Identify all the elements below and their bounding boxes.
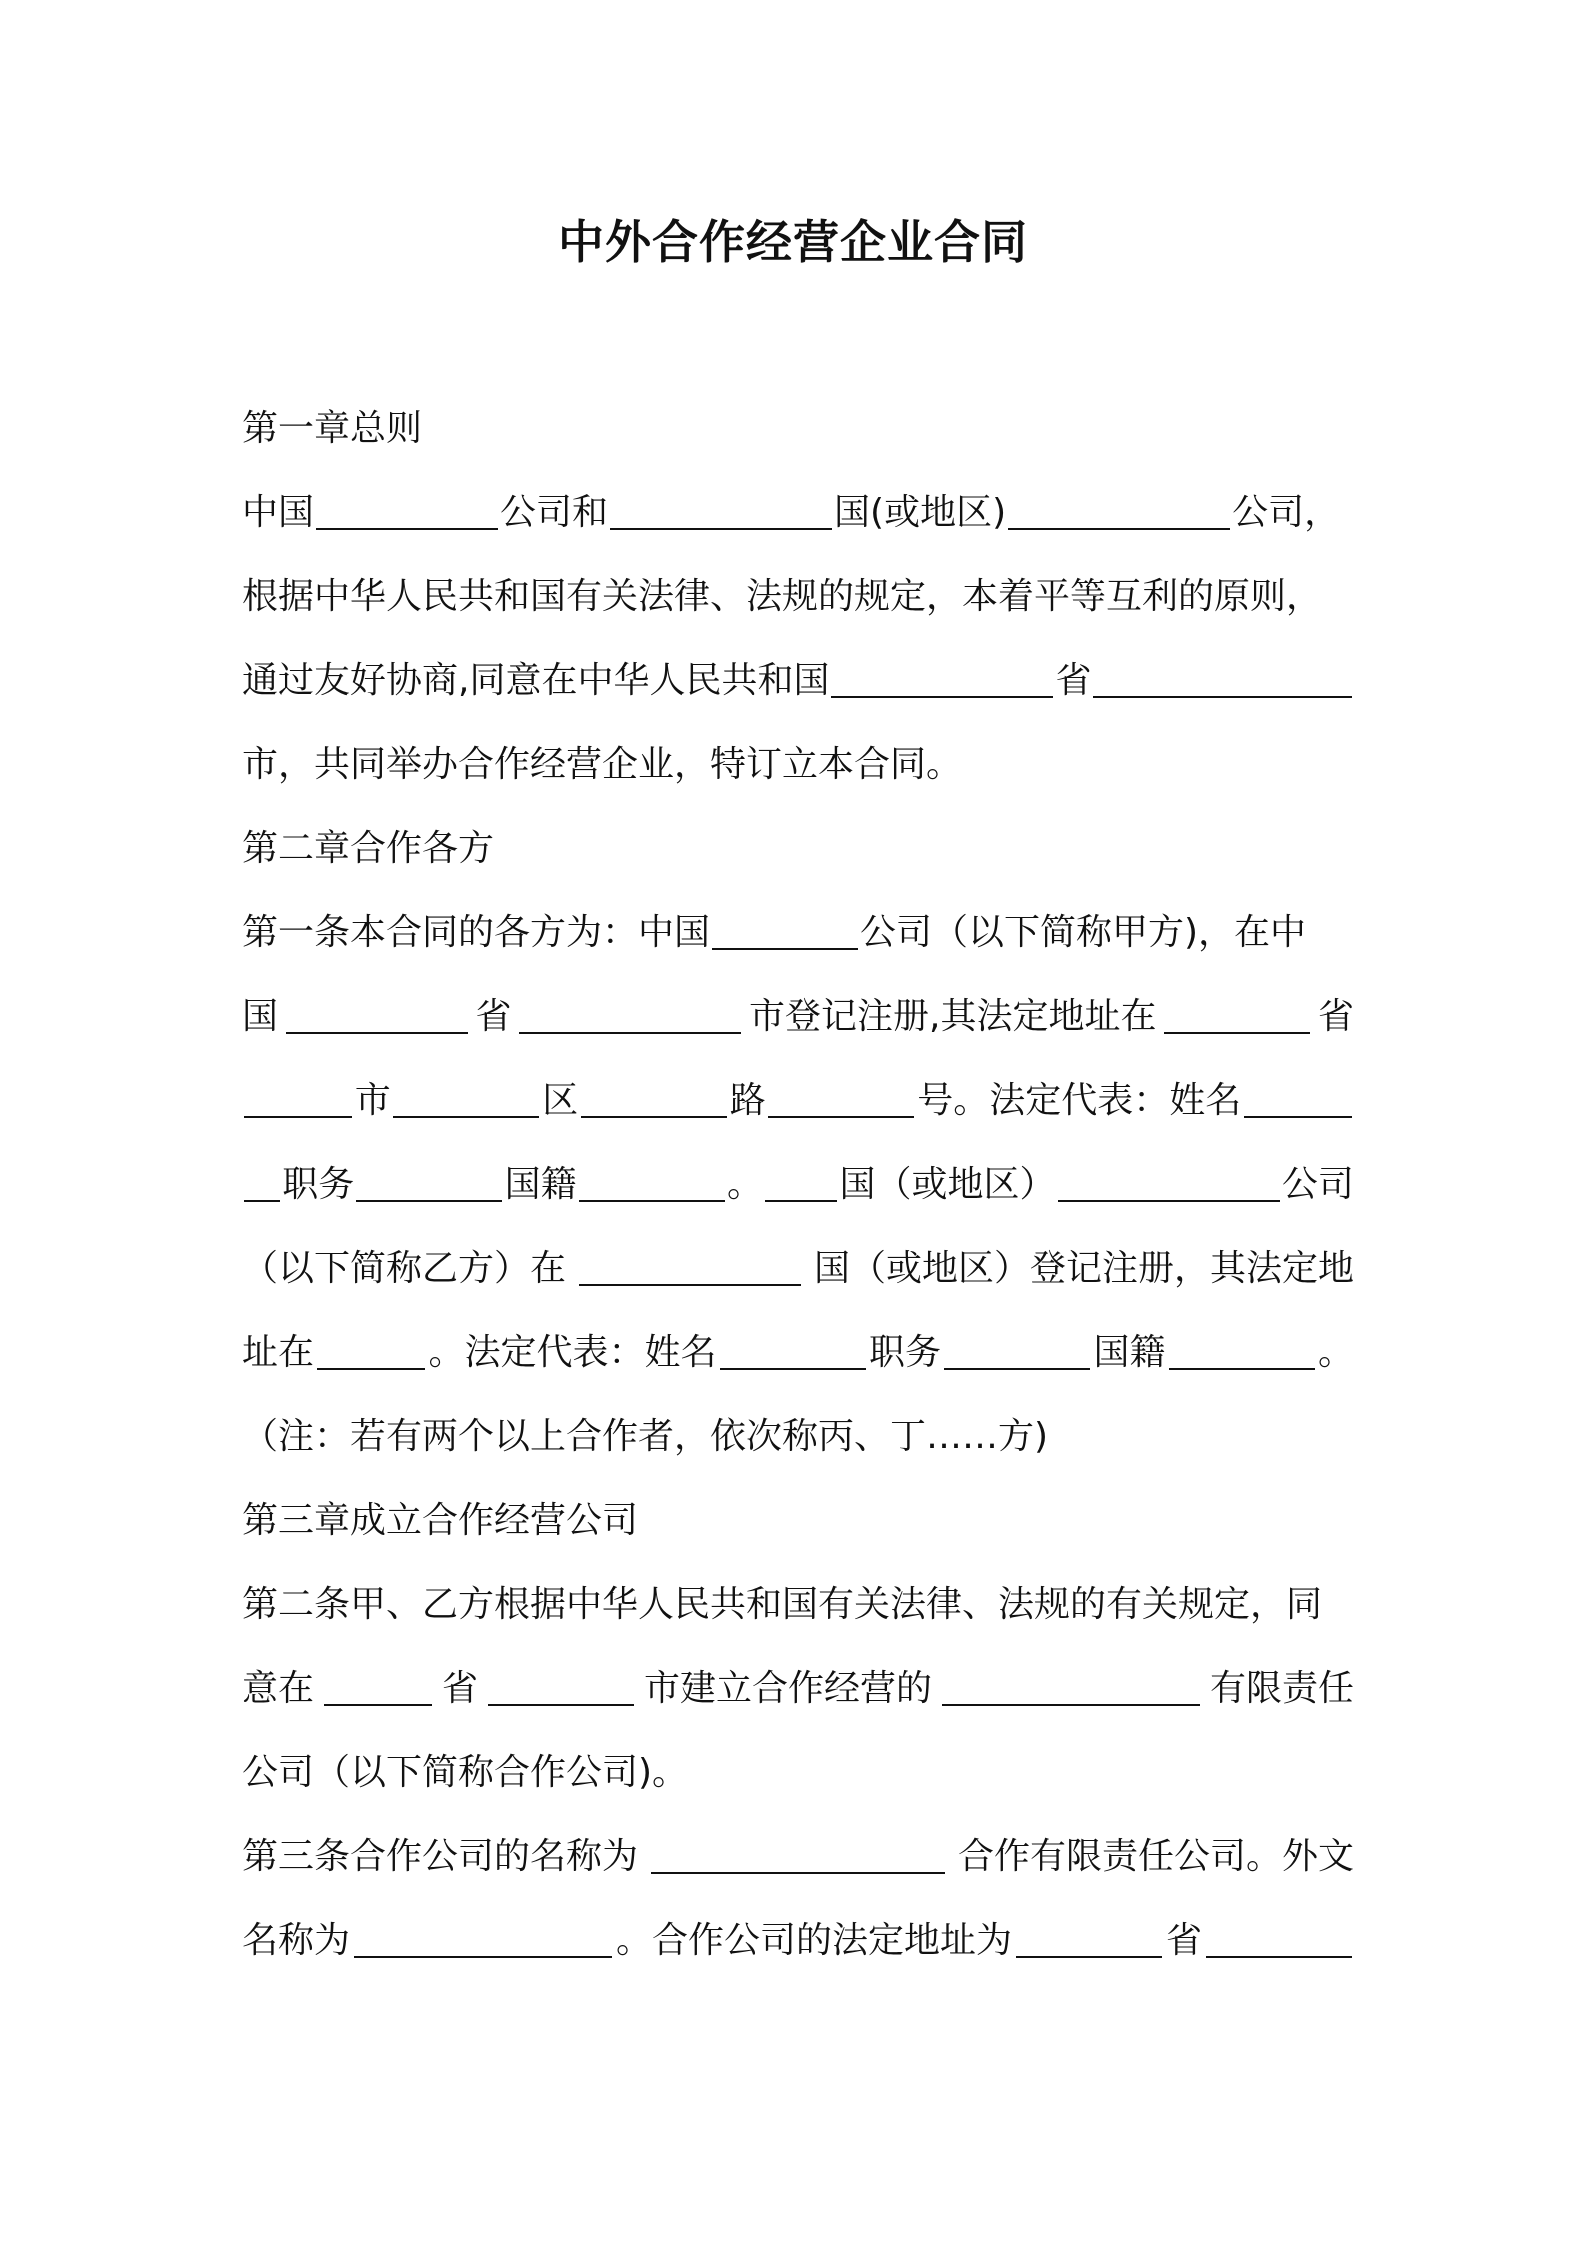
fill-in-blank[interactable] [720, 1328, 866, 1370]
text-segment: 省 [441, 1668, 478, 1709]
text-segment: 。 [1317, 1332, 1354, 1373]
chapter3-heading [242, 1484, 1354, 1544]
text-segment: 省 [475, 996, 512, 1037]
text-segment: 通过友好协商,同意在中华人民共和国 [242, 660, 830, 701]
chapter3-line-3 [242, 1736, 1354, 1796]
fill-in-blank[interactable] [651, 1832, 945, 1874]
text-segment: 公司 [1281, 1164, 1354, 1205]
fill-in-blank[interactable] [393, 1076, 539, 1118]
fill-in-blank[interactable] [1016, 1916, 1162, 1958]
text-segment: 公司（以下简称合作公司)。 [242, 1752, 689, 1793]
fill-in-blank[interactable] [317, 1328, 425, 1370]
fill-in-blank[interactable] [1008, 488, 1230, 530]
chapter2-heading [242, 812, 1354, 872]
fill-in-blank[interactable] [581, 1076, 727, 1118]
fill-in-blank[interactable] [324, 1664, 432, 1706]
fill-in-blank[interactable] [356, 1160, 502, 1202]
chapter-heading: 第二章合作各方 [242, 828, 495, 869]
chapter-heading: 第一章总则 [242, 408, 423, 449]
fill-in-blank[interactable] [488, 1664, 634, 1706]
text-segment: 第二条甲、乙方根据中华人民共和国有关法律、法规的有关规定，同 [242, 1584, 1323, 1625]
text-segment: 国(或地区) [834, 492, 1007, 533]
text-segment: 根据中华人民共和国有关法律、法规的规定，本着平等互利的原则， [242, 576, 1323, 617]
text-segment: 有限责任 [1209, 1668, 1354, 1709]
fill-in-blank[interactable] [765, 1160, 837, 1202]
fill-in-blank[interactable] [244, 1076, 352, 1118]
chapter2-line-2 [242, 980, 1354, 1040]
text-segment: 市 [354, 1080, 391, 1121]
text-segment: 公司（以下简称甲方)，在中 [860, 912, 1307, 953]
text-segment: 省 [1055, 660, 1092, 701]
text-segment: 省 [1165, 1920, 1202, 1961]
chapter1-line-3 [242, 644, 1354, 704]
fill-in-blank[interactable] [1169, 1328, 1315, 1370]
chapter-heading: 第三章成立合作经营公司 [242, 1500, 639, 1541]
text-segment: 址在 [242, 1332, 315, 1373]
chapter2-line-5 [242, 1232, 1354, 1292]
fill-in-blank[interactable] [579, 1244, 801, 1286]
text-segment: 国（或地区）登记注册，其法定地 [813, 1248, 1354, 1289]
fill-in-blank[interactable] [768, 1076, 914, 1118]
text-segment: 国（或地区） [839, 1164, 1056, 1205]
text-segment: 市，共同举办合作经营企业，特订立本合同。 [242, 744, 963, 785]
chapter3-line-2 [242, 1652, 1354, 1712]
text-segment: 区 [542, 1080, 579, 1121]
text-segment: 号。法定代表：姓名 [917, 1080, 1242, 1121]
chapter2-line-4 [242, 1148, 1354, 1208]
text-segment: 国籍 [1093, 1332, 1166, 1373]
fill-in-blank[interactable] [1058, 1160, 1280, 1202]
fill-in-blank[interactable] [286, 992, 468, 1034]
fill-in-blank[interactable] [942, 1664, 1200, 1706]
chapter2-line-1 [242, 896, 1354, 956]
chapter1-heading [242, 392, 1354, 452]
text-segment: 公司， [1232, 492, 1341, 533]
chapter3-line-1 [242, 1568, 1354, 1628]
text-segment: 。合作公司的法定地址为 [615, 1920, 1012, 1961]
text-segment: 合作有限责任公司。外文 [957, 1836, 1354, 1877]
fill-in-blank[interactable] [244, 1160, 280, 1202]
text-segment: 职务 [868, 1332, 941, 1373]
fill-in-blank[interactable] [519, 992, 741, 1034]
chapter1-line-1 [242, 476, 1354, 536]
fill-in-blank[interactable] [944, 1328, 1090, 1370]
text-segment: 国 [242, 996, 279, 1037]
text-segment: 职务 [282, 1164, 355, 1205]
text-segment: 第一条本合同的各方为：中国 [242, 912, 711, 953]
chapter2-line-7 [242, 1400, 1354, 1460]
text-segment: 公司和 [500, 492, 609, 533]
chapter3-line-5 [242, 1904, 1354, 1964]
chapter2-line-3 [242, 1064, 1354, 1124]
document-title: 中外合作经营企业合同 [558, 215, 1028, 269]
chapter1-line-4 [242, 728, 1354, 788]
fill-in-blank[interactable] [831, 656, 1053, 698]
fill-in-blank[interactable] [1206, 1916, 1352, 1958]
fill-in-blank[interactable] [316, 488, 498, 530]
fill-in-blank[interactable] [579, 1160, 725, 1202]
fill-in-blank[interactable] [1164, 992, 1310, 1034]
chapter1-line-2 [242, 560, 1354, 620]
fill-in-blank[interactable] [354, 1916, 612, 1958]
text-segment: 第三条合作公司的名称为 [242, 1836, 639, 1877]
fill-in-blank[interactable] [1093, 656, 1352, 698]
fill-in-blank[interactable] [610, 488, 832, 530]
chapter2-line-6 [242, 1316, 1354, 1376]
text-segment: 名称为 [242, 1920, 351, 1961]
text-segment: 意在 [242, 1668, 315, 1709]
text-segment: 国籍 [504, 1164, 577, 1205]
fill-in-blank[interactable] [1244, 1076, 1352, 1118]
text-segment: （以下简称乙方）在 [242, 1248, 567, 1289]
text-segment: （注：若有两个以上合作者，依次称丙、丁……方) [242, 1416, 1049, 1457]
text-segment: 。 [727, 1164, 764, 1205]
text-segment: 省 [1317, 996, 1354, 1037]
text-segment: 。法定代表：姓名 [428, 1332, 717, 1373]
text-segment: 路 [729, 1080, 766, 1121]
chapter3-line-4 [242, 1820, 1354, 1880]
fill-in-blank[interactable] [712, 908, 858, 950]
text-segment: 中国 [242, 492, 315, 533]
text-segment: 市建立合作经营的 [643, 1668, 932, 1709]
text-segment: 市登记注册,其法定地址在 [749, 996, 1157, 1037]
